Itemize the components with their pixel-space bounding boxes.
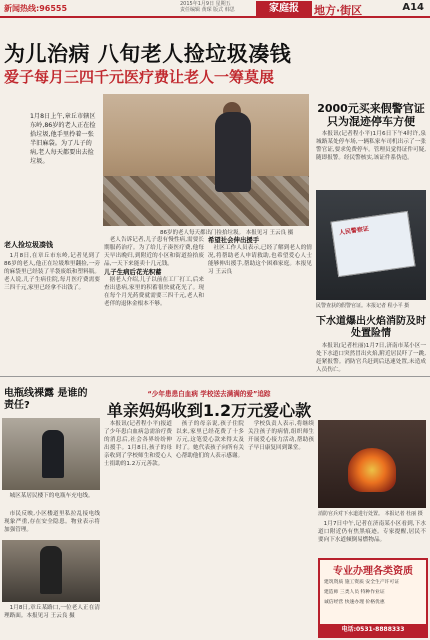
ad-line3: 诚信经营 快速办理 价格优惠 bbox=[324, 600, 385, 605]
donation-body-col1: 本报讯(记者程小平)报道了少年患白血病急需治疗费的消息后,社会各界纷纷伸出援手。1月8日,孩子的母亲收到了学校师生和爱心人士捐助的1.2万元善款。 bbox=[104, 421, 172, 467]
sewer-fire-body: 本报讯(记者杜丽)1月7日,济南市某小区一处下水道口突然冒出火焰,附近居民吓了一跳,赶紧报警。消防官兵赶到后迅速处置,未造成人员伤亡。 bbox=[316, 343, 426, 373]
ad-line1: 建筑资质 施工资质 安全生产许可证 bbox=[324, 580, 400, 585]
sewer-fire-photo bbox=[318, 420, 426, 508]
fake-badge-headline: 2000元买来假警官证只为混迹停车方便 bbox=[317, 102, 425, 128]
section-divider bbox=[0, 376, 430, 377]
wire-caption1: 城区某居民楼下的电瓶车充电线。 bbox=[9, 493, 94, 499]
ad-line2: 建造师 三类人员 特种作业证 bbox=[324, 590, 385, 595]
lead-photo bbox=[103, 94, 309, 226]
street-photo bbox=[2, 540, 100, 602]
sewer-fire-caption: 消防官兵对下水道进行处置。 本报记者 杜丽 摄 bbox=[318, 511, 423, 517]
section-title: 地方·街区 bbox=[314, 4, 363, 17]
fake-badge-body: 本报讯(记者程小平)1月6日下午4时许,泉城路某处停车场,一辆私家车司机出示了一张警官证,要求免费停车。管理员觉得证件可疑,随即报警。经民警核实,该证件系伪造。 bbox=[316, 131, 426, 161]
sewer-fire-followup: 1月7日中午,记者在济南某小区看到,下水道口附近仍有焦黑痕迹。专家提醒,居民不要向下水道倾倒易燃物品。 bbox=[318, 521, 426, 543]
sewer-fire-headline: 下水道爆出火焰消防及时处置险情 bbox=[316, 316, 426, 339]
qualification-ad bbox=[318, 558, 428, 638]
lead-subtitle3: 希望社会伸出援手 bbox=[208, 236, 260, 244]
fake-badge-caption: 民警查获的假警官证。本报记者 程小平 摄 bbox=[316, 303, 410, 309]
masthead bbox=[0, 0, 430, 18]
trash-pile bbox=[103, 176, 309, 226]
page-number: A14 bbox=[402, 2, 424, 13]
lead-intro: 1月8日上午,章丘市辖区东岭,86岁的老人正在捡拾垃圾,他手里拎着一张半旧麻袋。为了儿子的病,老人每天都要出去捡垃圾。 bbox=[30, 113, 96, 165]
badge-card: 人民警察证 bbox=[330, 211, 415, 277]
street-caption: 1月8日,章丘某路口,一位老人正在清理路面。本报见习 王云良 摄 bbox=[4, 605, 100, 619]
lead-body-col2: 老人告诉记者,儿子患有慢性病,需要长期服药治疗。为了给儿子凑医疗费,他每天早出晚归,到附近的小区和街道捡拾废品,一天下来能卖十几元钱。 儿子生病后花光积蓄 据老人介绍,儿子以前在工厂打工,后来查出患病,家里的积蓄很快就花光了。现在每个月光药费就需要三四千元,老人和老伴的退休金根本不够。 bbox=[104, 237, 204, 307]
old-man-figure bbox=[215, 112, 251, 192]
lead-body-col1: 1月8日,在章丘市东岭,记者见到了86岁的老人,他正在垃圾堆里翻捡,一旁的麻袋里已经装了半袋废纸和塑料瓶。老人说,儿子生病住院,每月医疗费需要三四千元,家里已经拿不出钱了。 bbox=[4, 253, 100, 291]
wire-headline: 电瓶线裸露 是谁的责任? bbox=[4, 388, 88, 411]
ad-title: 专业办理各类资质 bbox=[333, 566, 413, 577]
donation-body-col2: 孩子的母亲说,孩子住院以来,家里已经花费了十多万元,这笔爱心款来得太及时了。她代表孩子向所有关心帮助他们的人表示感谢。 bbox=[176, 421, 244, 459]
donation-headline: 单亲妈妈收到1.2万元爱心款 bbox=[106, 401, 312, 420]
lead-subheadline: 爱子每月三四千元医疗费让老人一筹莫展 bbox=[4, 68, 275, 86]
news-hotline: 新闻热线:96555 bbox=[4, 4, 68, 13]
lead-body-col3: 希望社会伸出援手 社区工作人员表示,已经了解到老人的情况,将帮助老人申请救助,也希望爱心人士能够伸出援手,帮助这个困难家庭。本报见习 王云良 bbox=[208, 236, 312, 275]
fake-badge-photo bbox=[316, 190, 426, 300]
street-photo-figure bbox=[40, 546, 62, 594]
donation-kicker: “少年患患白血病 学校送去满满的爱”追踪 bbox=[147, 390, 271, 398]
wire-photo-figure bbox=[42, 430, 64, 478]
paper-logo: 家庭报 bbox=[256, 1, 312, 16]
lead-subtitle2: 儿子生病后花光积蓄 bbox=[104, 268, 162, 276]
wire-body: 市民反映,小区楼道里私拉乱接电线现象严重,存在安全隐患。物业表示将加强管理。 bbox=[4, 511, 100, 533]
lead-subtitle: 老人捡垃圾凑钱 bbox=[4, 241, 53, 249]
ad-phone: 电话:0531-8888333 bbox=[320, 624, 426, 636]
lead-photo-caption: 86岁的老人每天都出门捡拾垃圾。 本报见习 王云良 摄 bbox=[160, 230, 294, 236]
issue-date: 2015年1月9日 星期五 责任编辑 黄琛 版式 韩思 bbox=[180, 1, 235, 13]
fire-flame bbox=[348, 448, 396, 492]
wire-photo bbox=[2, 418, 100, 490]
lead-headline: 为儿治病 八旬老人捡垃圾凑钱 bbox=[4, 42, 292, 66]
donation-body-col3: 学校负责人表示,将继续关注孩子的病情,组织师生开展爱心接力活动,帮助孩子早日康复回到课堂。 bbox=[248, 421, 314, 451]
